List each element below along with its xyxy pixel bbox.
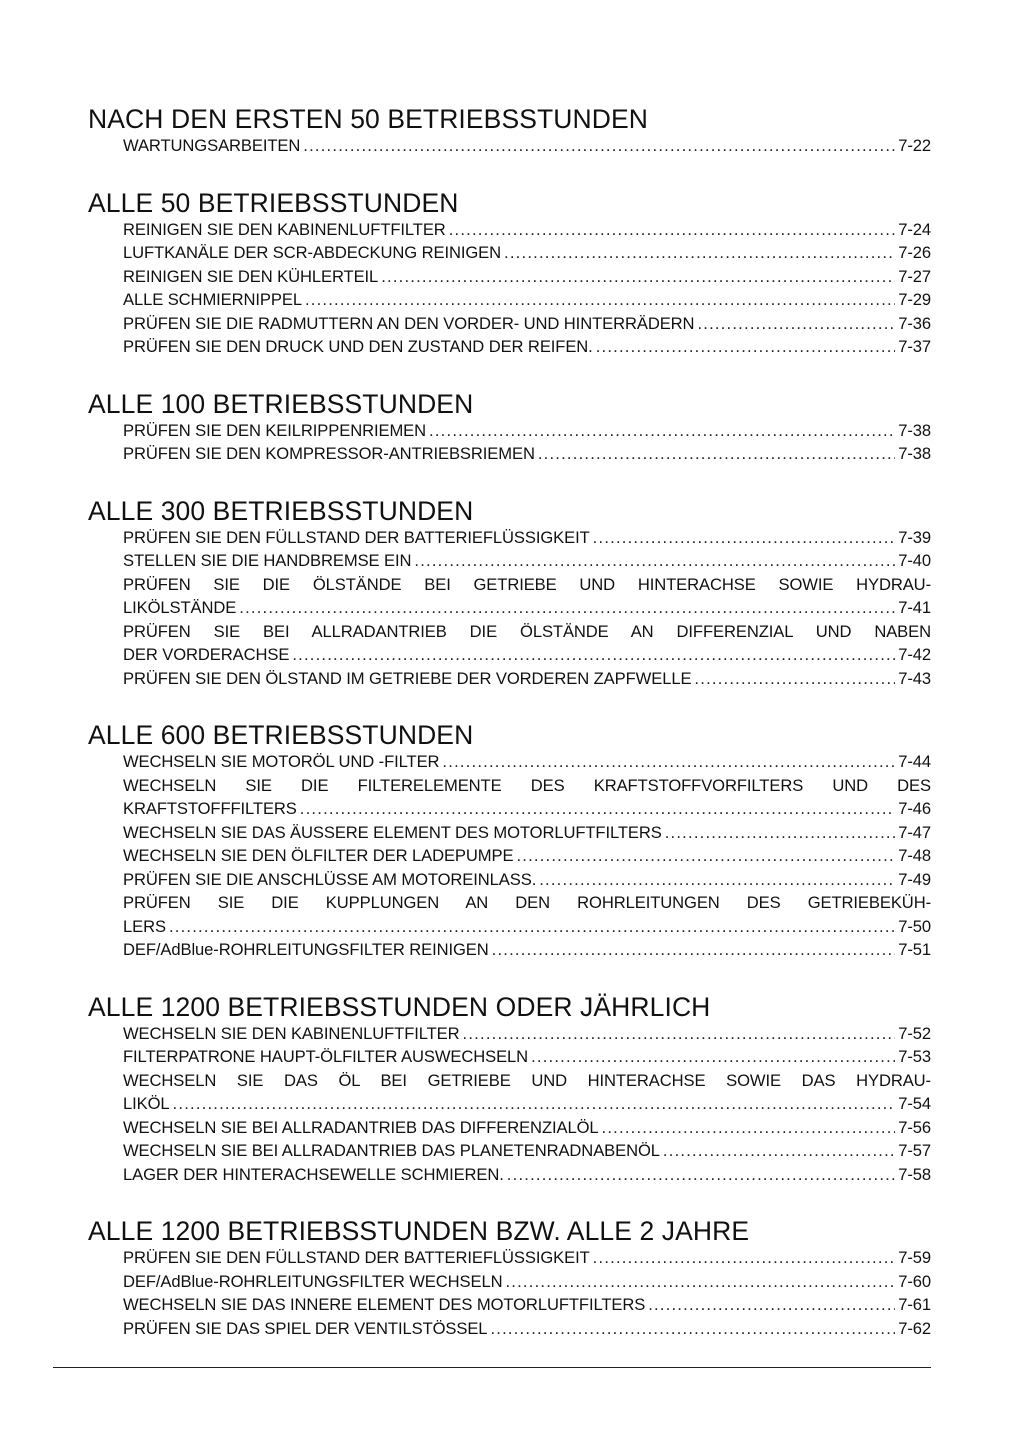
page-number: 7-54 (898, 1094, 931, 1113)
toc-entry[interactable] (88, 938, 931, 962)
entry-line (123, 1092, 931, 1116)
toc-entry[interactable] (88, 667, 931, 691)
entry-title-first-line: PRÜFEN SIE BEI ALLRADANTRIEB DIE ÖLSTÄNDE AN DIFFERENZIAL UND NABEN (123, 621, 931, 641)
page-number: 7-22 (898, 136, 931, 155)
entry-title-first-line: PRÜFEN SIE DIE ÖLSTÄNDE BEI GETRIEBE UND HINTERACHSE SOWIE HYDRAU- (123, 574, 931, 594)
page-number: 7-27 (898, 266, 931, 286)
entry-title: WECHSELN SIE DEN KABINENLUFTFILTER (123, 1023, 460, 1043)
dot-leader (516, 844, 895, 868)
entry-line (123, 442, 931, 466)
toc-section (88, 496, 931, 691)
page-number: 7-50 (898, 916, 931, 936)
toc-entry[interactable] (88, 1139, 931, 1163)
dot-leader (505, 1270, 895, 1294)
entry-line (123, 1293, 931, 1317)
entry-line (123, 265, 931, 289)
toc-entry[interactable] (88, 1069, 931, 1116)
dot-leader (429, 419, 895, 443)
entry-title: PRÜFEN SIE DEN FÜLLSTAND DER BATTERIEFLÜSSIGKEIT (123, 1248, 590, 1267)
entry-line (123, 821, 931, 845)
dot-leader (694, 667, 895, 691)
entry-title: FILTERPATRONE HAUPT-ÖLFILTER AUSWECHSELN (123, 1047, 529, 1066)
page-number: 7-26 (898, 243, 931, 262)
toc-section (88, 1216, 931, 1340)
dot-leader (507, 1163, 895, 1187)
toc-entry[interactable] (88, 312, 931, 336)
page-number: 7-60 (898, 1271, 931, 1291)
dot-leader (305, 288, 895, 312)
toc-section (88, 188, 931, 359)
dot-leader (504, 241, 895, 265)
entry-line (123, 1022, 931, 1046)
page-number: 7-51 (898, 940, 931, 959)
entry-title: STELLEN SIE DIE HANDBREMSE EIN (123, 551, 412, 570)
entry-line (123, 1116, 931, 1140)
dot-leader (648, 1293, 895, 1317)
entry-title: WECHSELN SIE DEN ÖLFILTER DER LADEPUMPE (123, 846, 514, 865)
entry-title: LAGER DER HINTERACHSEWELLE SCHMIEREN. (123, 1164, 504, 1184)
dot-leader (239, 596, 895, 620)
entry-title: PRÜFEN SIE DIE ANSCHLÜSSE AM MOTOREINLASS. (123, 869, 537, 889)
toc-entry[interactable] (88, 891, 931, 938)
bottom-divider (53, 1367, 931, 1368)
toc-entry[interactable] (88, 821, 931, 845)
page-number: 7-48 (898, 846, 931, 865)
entry-title: LERS (123, 916, 166, 936)
entry-line (123, 750, 931, 774)
section-heading: NACH DEN ERSTEN 50 BETRIEBSSTUNDEN (88, 104, 649, 134)
entry-title: PRÜFEN SIE DEN KOMPRESSOR-ANTRIEBSRIEMEN (123, 444, 535, 463)
toc-entry[interactable] (88, 134, 931, 158)
entry-title-first-line: PRÜFEN SIE DIE KUPPLUNGEN AN DEN ROHRLEITUNGEN DES GETRIEBEKÜH- (123, 893, 931, 912)
dot-leader (300, 797, 895, 821)
entry-title: PRÜFEN SIE DIE RADMUTTERN AN DEN VORDER- UND HINTERRÄDERN (123, 313, 695, 333)
table-of-contents (88, 104, 931, 1370)
toc-entry[interactable] (88, 218, 931, 242)
dot-leader (381, 265, 895, 289)
page-number: 7-56 (898, 1117, 931, 1137)
toc-entry[interactable] (88, 1163, 931, 1187)
entry-title: LIKÖLSTÄNDE (123, 598, 237, 617)
entry-line (123, 938, 931, 962)
toc-entry[interactable] (88, 573, 931, 620)
entry-line (123, 1246, 931, 1270)
entry-title: DEF/AdBlue-ROHRLEITUNGSFILTER REINIGEN (123, 940, 489, 959)
dot-leader (463, 1022, 896, 1046)
entry-title: ALLE SCHMIERNIPPEL (123, 290, 302, 309)
toc-entry[interactable] (88, 774, 931, 821)
dot-leader (492, 938, 896, 962)
toc-entry[interactable] (88, 288, 931, 312)
dot-leader (449, 218, 895, 242)
page-number: 7-43 (898, 668, 931, 688)
entry-title: REINIGEN SIE DEN KÜHLERTEIL (123, 266, 379, 286)
dot-leader (665, 821, 895, 845)
entry-line (123, 643, 931, 667)
entry-line (123, 844, 931, 868)
page-number: 7-59 (898, 1248, 931, 1267)
entry-line (123, 1317, 931, 1341)
dot-leader (414, 549, 895, 573)
entry-title: PRÜFEN SIE DAS SPIEL DER VENTILSTÖSSEL (123, 1318, 488, 1338)
toc-entry[interactable] (88, 265, 931, 289)
entry-line (123, 1045, 931, 1069)
toc-entry[interactable] (88, 419, 931, 443)
entry-title: PRÜFEN SIE DEN FÜLLSTAND DER BATTERIEFLÜSSIGKEIT (123, 527, 590, 547)
entry-line (123, 797, 931, 821)
entry-title: DER VORDERACHSE (123, 645, 290, 664)
section-heading: ALLE 1200 BETRIEBSSTUNDEN BZW. ALLE 2 JAHRE (88, 1216, 750, 1246)
toc-entry[interactable] (88, 1246, 931, 1270)
entry-line (123, 868, 931, 892)
toc-entry[interactable] (88, 526, 931, 550)
entry-line (123, 915, 931, 939)
page-number: 7-49 (898, 869, 931, 889)
toc-section (88, 104, 931, 158)
page-number: 7-37 (898, 337, 931, 356)
page-number: 7-53 (898, 1047, 931, 1066)
entry-line (123, 134, 931, 158)
entry-title: WARTUNGSARBEITEN (123, 136, 301, 155)
page-number: 7-42 (898, 645, 931, 664)
entry-title: WECHSELN SIE BEI ALLRADANTRIEB DAS PLANETENRADNABENÖL (123, 1141, 660, 1160)
toc-entry[interactable] (88, 1116, 931, 1140)
dot-leader (531, 1045, 895, 1069)
section-heading: ALLE 300 BETRIEBSSTUNDEN (88, 495, 474, 526)
entry-line (123, 1163, 931, 1187)
entry-line (123, 419, 931, 443)
entry-line (123, 596, 931, 620)
entry-title: REINIGEN SIE DEN KABINENLUFTFILTER (123, 219, 446, 239)
entry-title: PRÜFEN SIE DEN DRUCK UND DEN ZUSTAND DER REIFEN. (123, 337, 593, 356)
toc-entry[interactable] (88, 241, 931, 265)
toc-entry[interactable] (88, 1045, 931, 1069)
entry-line (123, 218, 931, 242)
page-number: 7-58 (898, 1164, 931, 1184)
dot-leader (173, 1092, 896, 1116)
entry-title: WECHSELN SIE MOTORÖL UND -FILTER (123, 752, 440, 771)
dot-leader (292, 643, 895, 667)
page-number: 7-38 (898, 420, 931, 440)
page-number: 7-29 (898, 290, 931, 309)
entry-title: DEF/AdBlue-ROHRLEITUNGSFILTER WECHSELN (123, 1271, 503, 1291)
page-number: 7-46 (898, 799, 931, 818)
entry-title: PRÜFEN SIE DEN ÖLSTAND IM GETRIEBE DER VORDEREN ZAPFWELLE (123, 668, 692, 688)
toc-entry[interactable] (88, 442, 931, 466)
toc-entry[interactable] (88, 844, 931, 868)
page-number: 7-44 (898, 752, 931, 771)
section-heading: ALLE 100 BETRIEBSSTUNDEN (88, 388, 474, 419)
toc-entry[interactable] (88, 335, 931, 359)
toc-entry[interactable] (88, 1317, 931, 1341)
entry-title: WECHSELN SIE DAS INNERE ELEMENT DES MOTORLUFTFILTERS (123, 1295, 646, 1314)
dot-leader (490, 1317, 895, 1341)
dot-leader (539, 868, 895, 892)
toc-entry[interactable] (88, 868, 931, 892)
dot-leader (697, 312, 895, 336)
entry-line (123, 1139, 931, 1163)
entry-line (123, 549, 931, 573)
page-number: 7-47 (898, 822, 931, 842)
dot-leader (538, 442, 895, 466)
page-number: 7-57 (898, 1141, 931, 1160)
toc-entry[interactable] (88, 750, 931, 774)
entry-line (123, 526, 931, 550)
dot-leader (593, 1246, 896, 1270)
entry-line (123, 1270, 931, 1294)
entry-line (123, 312, 931, 336)
section-heading: ALLE 600 BETRIEBSSTUNDEN (88, 720, 474, 750)
dot-leader (593, 526, 896, 550)
toc-entry[interactable] (88, 549, 931, 573)
dot-leader (442, 750, 895, 774)
toc-section (88, 720, 931, 962)
page-number: 7-61 (898, 1295, 931, 1314)
dot-leader (303, 134, 895, 158)
page-number: 7-24 (898, 219, 931, 239)
entry-title: PRÜFEN SIE DEN KEILRIPPENRIEMEN (123, 420, 427, 440)
entry-title-first-line: WECHSELN SIE DIE FILTERELEMENTE DES KRAFTSTOFFVORFILTERS UND DES (123, 775, 931, 795)
entry-title: LUFTKANÄLE DER SCR-ABDECKUNG REINIGEN (123, 243, 502, 262)
entry-line (123, 241, 931, 265)
page-number: 7-36 (898, 313, 931, 333)
entry-title: WECHSELN SIE BEI ALLRADANTRIEB DAS DIFFERENZIALÖL (123, 1117, 599, 1137)
dot-leader (169, 915, 895, 939)
toc-entry[interactable] (88, 1293, 931, 1317)
toc-section (88, 389, 931, 466)
section-heading: ALLE 50 BETRIEBSSTUNDEN (88, 187, 459, 218)
toc-section (88, 992, 931, 1187)
toc-entry[interactable] (88, 1022, 931, 1046)
entry-title-first-line: WECHSELN SIE DAS ÖL BEI GETRIEBE UND HINTERACHSE SOWIE DAS HYDRAU- (123, 1070, 931, 1090)
entry-title: WECHSELN SIE DAS ÄUSSERE ELEMENT DES MOTORLUFTFILTERS (123, 822, 662, 842)
dot-leader (663, 1139, 895, 1163)
toc-entry[interactable] (88, 1270, 931, 1294)
page-number: 7-62 (898, 1318, 931, 1338)
page-number: 7-52 (898, 1023, 931, 1043)
page-number: 7-39 (898, 527, 931, 547)
dot-leader (602, 1116, 896, 1140)
entry-line (123, 335, 931, 359)
page-number: 7-41 (898, 598, 931, 617)
entry-line (123, 667, 931, 691)
dot-leader (596, 335, 895, 359)
entry-title: LIKÖL (123, 1094, 170, 1113)
toc-entry[interactable] (88, 620, 931, 667)
section-heading: ALLE 1200 BETRIEBSSTUNDEN ODER JÄHRLICH (88, 991, 711, 1022)
entry-title: KRAFTSTOFFFILTERS (123, 799, 297, 818)
page-number: 7-38 (898, 444, 931, 463)
entry-line (123, 288, 931, 312)
page-number: 7-40 (898, 551, 931, 570)
